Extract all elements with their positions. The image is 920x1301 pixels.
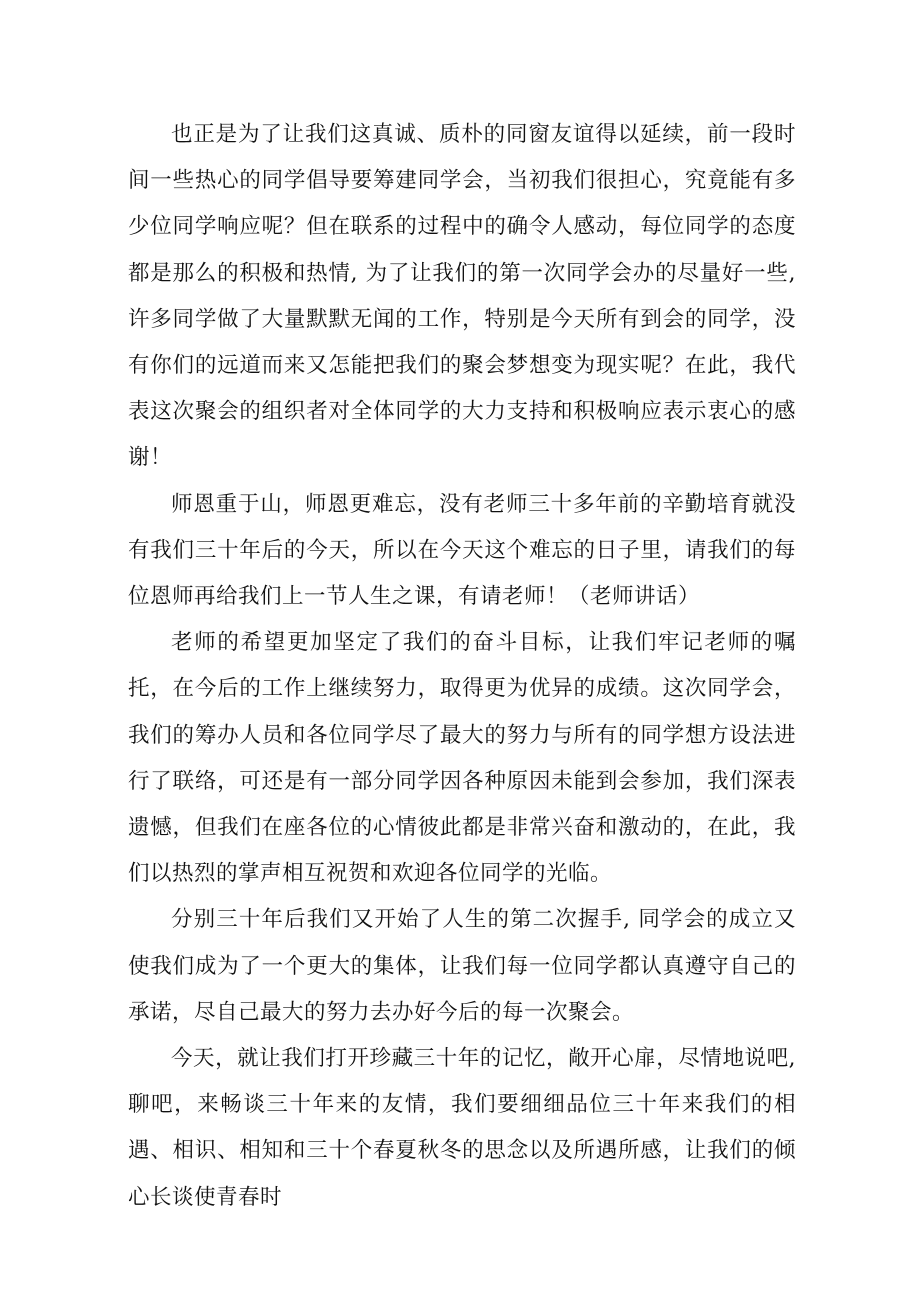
paragraph-memories: 今天，就让我们打开珍藏三十年的记忆，敞开心扉，尽情地说吧, 聊吧，来畅谈三十年来的友情，我们要细细品位三十年来我们的相遇、相识、相知和三十个春夏秋冬的思念以及所遇所感，让我们的倾心长谈使青春时 — [128, 1046, 796, 1210]
document-page — [128, 112, 796, 1221]
paragraph-second-handshake: 分别三十年后我们又开始了人生的第二次握手, 同学会的成立又使我们成为了一个更大的集体，让我们每一位同学都认真遵守自己的承诺，尽自己最大的努力去办好今后的每一次聚会。 — [128, 907, 796, 1025]
paragraph-reunion-organizers: 老师的希望更加坚定了我们的奋斗目标，让我们牢记老师的嘱托，在今后的工作上继续努力，取得更为优异的成绩。这次同学会，我们的筹办人员和各位同学尽了最大的努力与所有的同学想方设法进行了联络，可还是有一部分同学因各种原因未能到会参加，我们深表遗憾，但我们在座各位的心情彼此都是非常兴奋和激动的，在此，我们以热烈的掌声相互祝贺和欢迎各位同学的光临。 — [128, 630, 796, 887]
paragraph-gratitude: 也正是为了让我们这真诚、质朴的同窗友谊得以延续，前一段时间一些热心的同学倡导要筹建同学会，当初我们很担心，究竟能有多少位同学响应呢？但在联系的过程中的确令人感动，每位同学的态度都是那么的积极和热情, 为了让我们的第一次同学会办的尽量好一些, 许多同学做了大量默默无闻的工作，特别是今天所有到会的同学，没有你们的远道而来又怎能把我们的聚会梦想变为现实呢？在此，我代表这次聚会的组织者对全体同学的大力支持和积极响应表示衷心的感谢！ — [128, 122, 796, 471]
paragraph-teachers: 师恩重于山，师恩更难忘，没有老师三十多年前的辛勤培育就没有我们三十年后的今天，所以在今天这个难忘的日子里，请我们的每位恩师再给我们上一节人生之课，有请老师！（老师讲话） — [128, 491, 796, 610]
